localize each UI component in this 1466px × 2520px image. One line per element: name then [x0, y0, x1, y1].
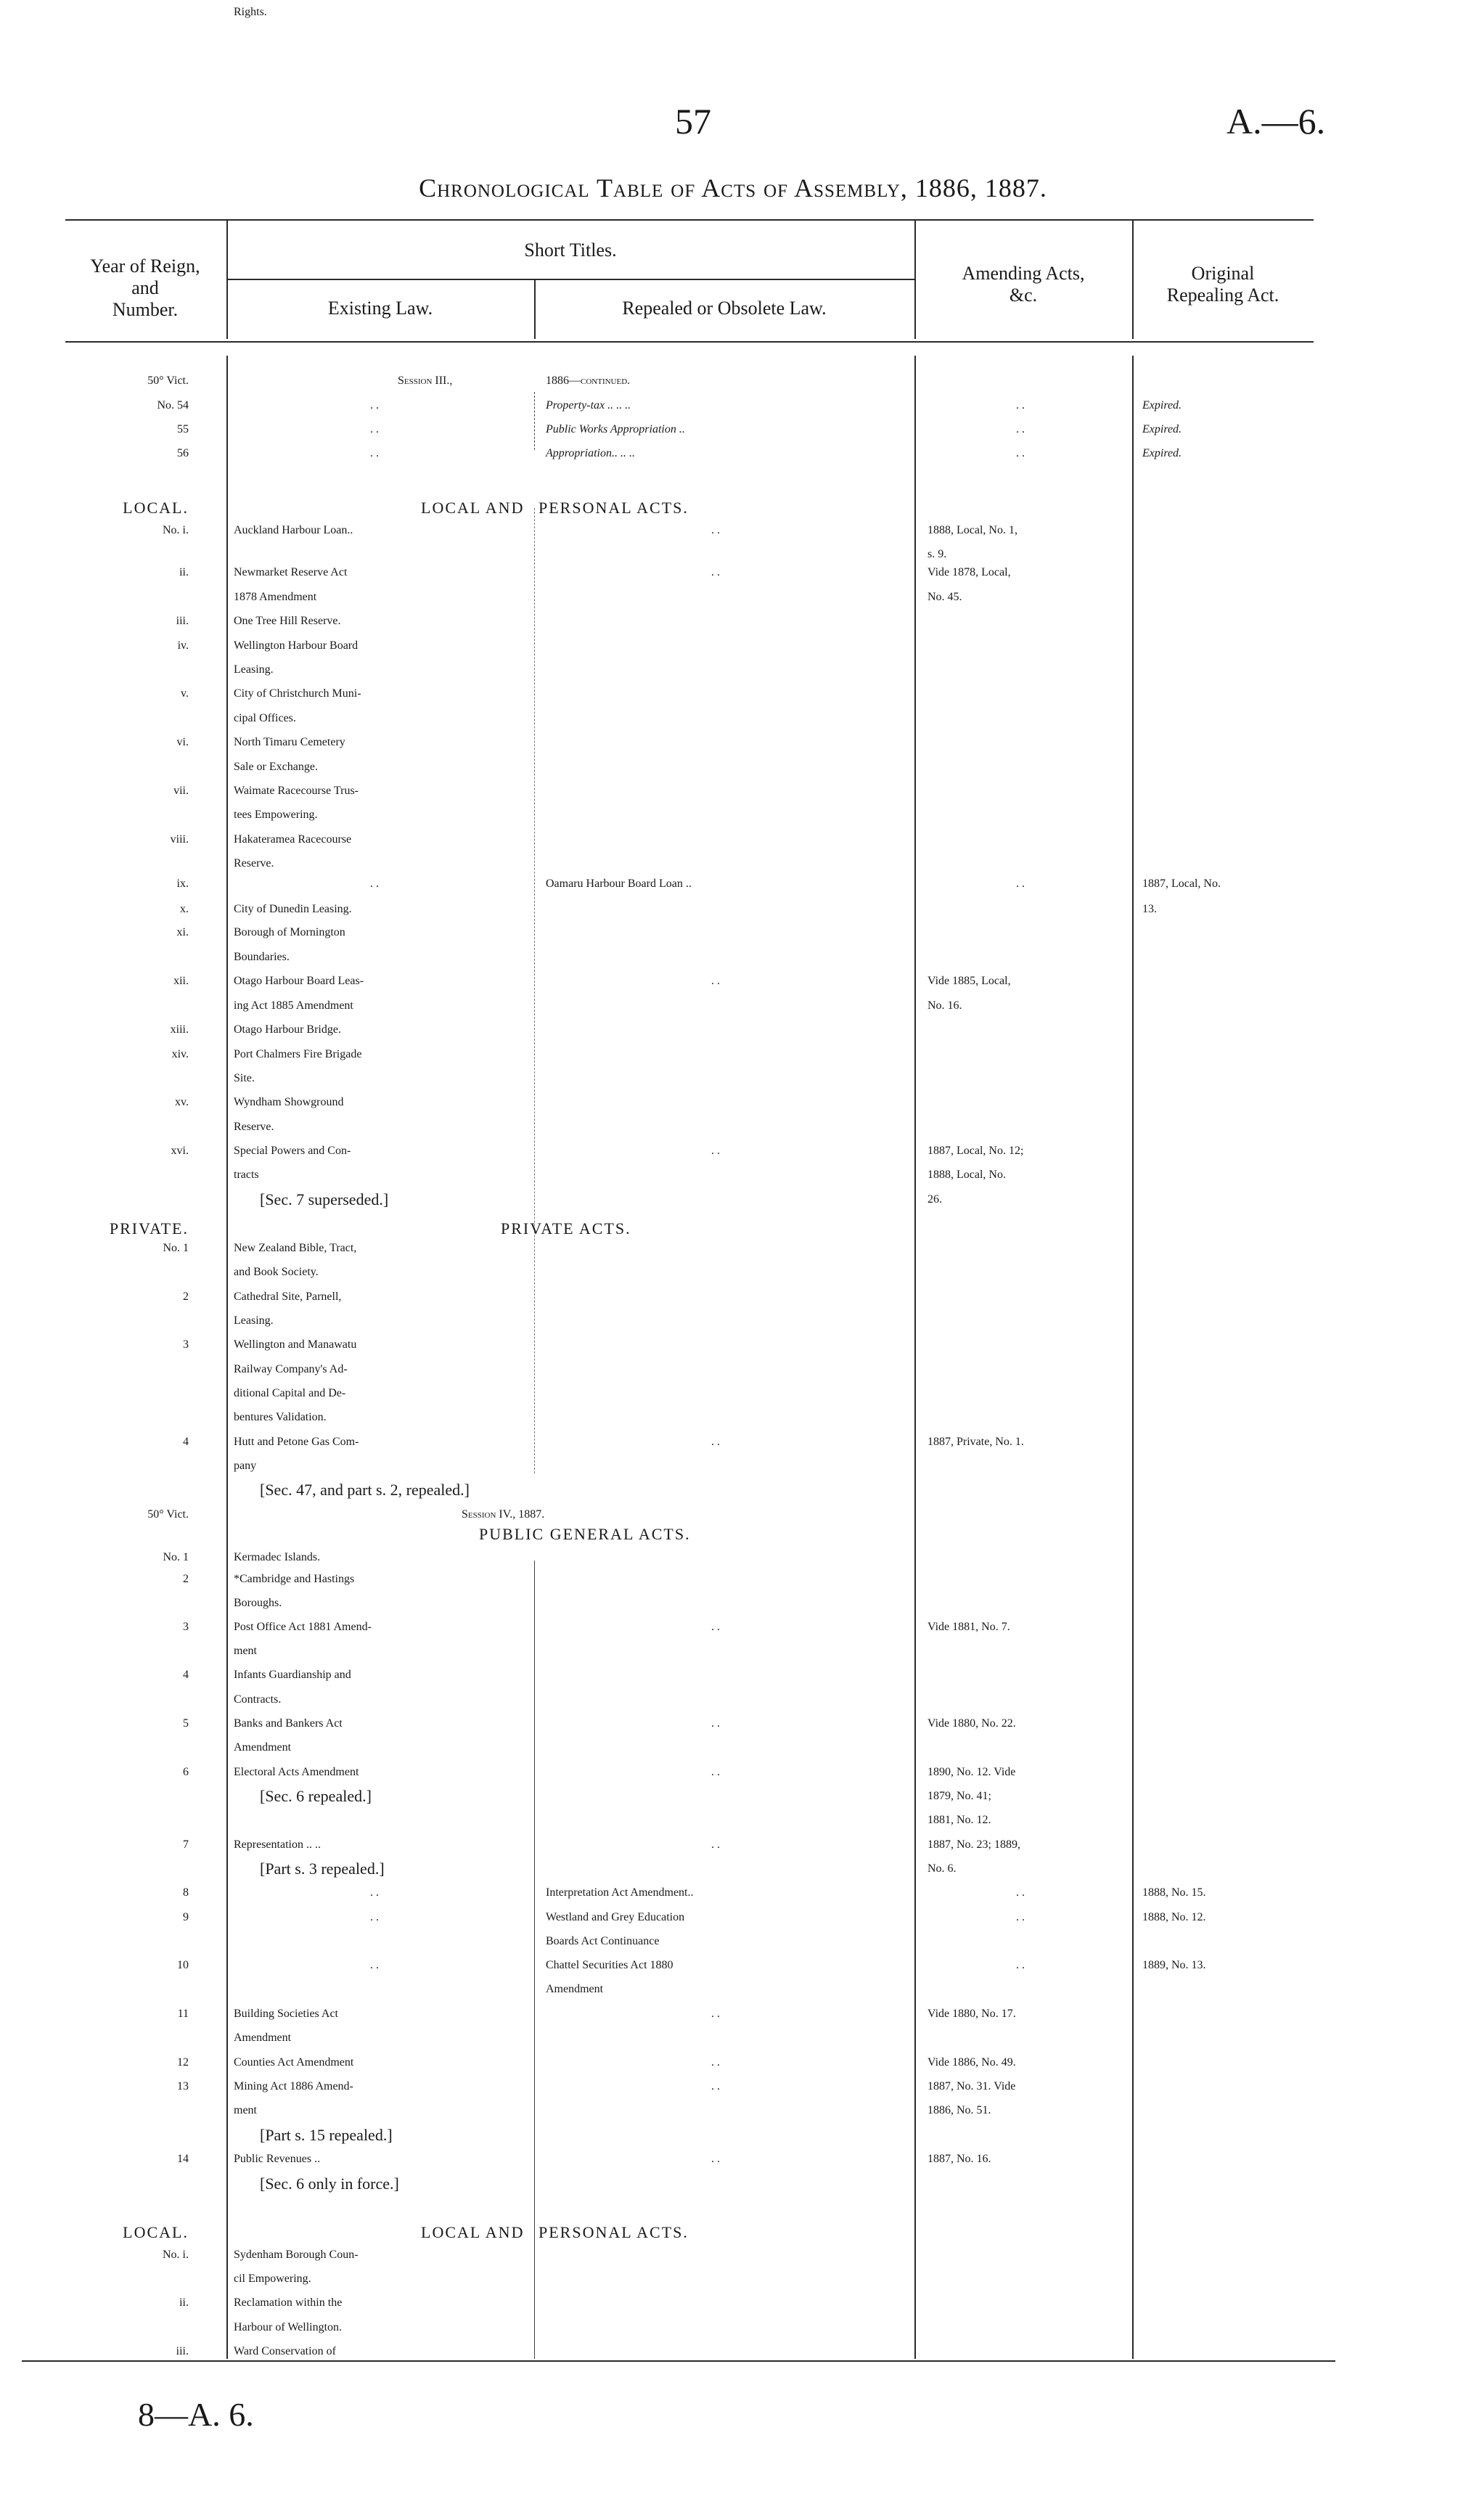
column-divider [226, 356, 228, 2359]
amending-acts-cell: 1887, No. 23; 1889, [927, 1838, 1020, 1851]
repealed-law-cell: .. [711, 1717, 723, 1730]
amending-acts-cell: No. 16. [927, 999, 962, 1012]
short-titles-rule [226, 279, 914, 280]
existing-law-cell: LOCAL AND [421, 2223, 525, 2241]
year-number-cell: 6 [183, 1766, 189, 1778]
col-header-amending: Amending Acts, &c. [962, 263, 1085, 306]
existing-law-cell: Otago Harbour Board Leas- [234, 975, 364, 987]
amending-acts-cell: s. 9. [927, 548, 947, 560]
existing-law-cell: Reserve. [234, 857, 274, 870]
year-number-cell: 50° Vict. [147, 1508, 189, 1521]
col-header-year: Year of Reign, and Number. [90, 255, 200, 320]
existing-law-cell: .. [370, 423, 382, 435]
year-number-cell: ii. [179, 566, 189, 578]
year-number-cell: 13 [177, 2080, 189, 2092]
year-number-cell: xv. [175, 1096, 189, 1108]
existing-law-cell: Hakateramea Racecourse [234, 833, 352, 846]
year-number-cell: vi. [176, 736, 189, 748]
amending-acts-cell: .. [1016, 447, 1028, 459]
year-number-cell: 50° Vict. [147, 375, 189, 387]
year-number-cell: 56 [177, 447, 189, 459]
existing-law-cell: Kermadec Islands. [234, 1551, 321, 1563]
year-number-cell: ii. [179, 2296, 189, 2309]
amending-acts-cell: 1886, No. 51. [927, 2104, 991, 2116]
year-number-cell: 5 [183, 1717, 189, 1730]
year-number-cell: 8 [183, 1886, 189, 1899]
existing-law-cell: Auckland Harbour Loan.. [234, 524, 353, 536]
existing-law-cell: City of Christchurch Muni- [234, 687, 361, 700]
existing-law-cell: cil Empowering. [234, 2272, 311, 2285]
col-header-original: Original Repealing Act. [1166, 263, 1279, 306]
repealed-law-cell: .. [711, 566, 723, 578]
year-number-cell: 7 [183, 1838, 189, 1851]
year-number-cell: 10 [177, 1959, 189, 1971]
existing-law-cell: [Sec. 6 only in force.] [260, 2175, 399, 2193]
existing-law-cell: Leasing. [234, 663, 274, 676]
existing-law-cell: Sydenham Borough Coun- [234, 2249, 359, 2261]
existing-law-cell: .. [370, 1959, 382, 1971]
amending-acts-cell: 1888, Local, No. [927, 1169, 1006, 1181]
existing-law-cell: Amendment [234, 2032, 292, 2044]
amending-acts-cell: .. [1016, 399, 1028, 412]
repealed-law-cell: Boards Act Continuance [546, 1935, 660, 1947]
col-header-short-titles: Short Titles. [524, 240, 617, 261]
repealed-law-cell: .. [711, 1145, 723, 1157]
existing-law-cell: Hutt and Petone Gas Com- [234, 1436, 359, 1448]
existing-law-cell: Sale or Exchange. [234, 761, 318, 773]
existing-law-cell: Rights. [234, 6, 267, 18]
repealed-law-cell: .. [711, 1436, 723, 1448]
amending-acts-cell: .. [1016, 1886, 1028, 1899]
existing-law-cell: 1878 Amendment [234, 591, 317, 603]
page-number: 57 [675, 101, 711, 142]
column-divider [914, 356, 916, 2359]
repealed-law-cell: PERSONAL ACTS. [539, 499, 689, 517]
year-number-cell: 55 [177, 423, 189, 435]
existing-law-cell: Ward Conservation of [234, 2345, 336, 2357]
year-number-cell: 11 [177, 2008, 189, 2020]
repealed-law-cell: .. [711, 1838, 723, 1851]
year-number-cell: 12 [177, 2056, 189, 2069]
year-number-cell: iii. [176, 615, 189, 627]
amending-acts-cell: No. 6. [927, 1862, 957, 1875]
existing-law-cell: .. [370, 447, 382, 459]
existing-law-cell: ment [234, 1645, 257, 1657]
existing-law-cell: Site. [234, 1072, 255, 1084]
header-bottom-rule [65, 341, 1314, 343]
amending-acts-cell: .. [1016, 423, 1028, 435]
existing-law-cell: Waimate Racecourse Trus- [234, 785, 359, 797]
amending-acts-cell: 1887, No. 16. [927, 2153, 991, 2165]
existing-law-cell: Wellington and Manawatu [234, 1338, 357, 1351]
amending-acts-cell: .. [1016, 1959, 1028, 1971]
existing-law-cell: tracts [234, 1169, 259, 1181]
year-number-cell: No. i. [163, 2249, 189, 2261]
year-number-cell: x. [180, 903, 189, 915]
year-number-cell: 4 [183, 1669, 189, 1681]
existing-law-cell: Post Office Act 1881 Amend- [234, 1621, 372, 1633]
page-footer: 8—A. 6. [138, 2396, 254, 2433]
year-number-cell: xvi. [171, 1145, 189, 1157]
existing-law-cell: Amendment [234, 1741, 292, 1754]
existing-law-cell: .. [370, 399, 382, 412]
existing-law-cell: Special Powers and Con- [234, 1145, 351, 1157]
repealed-law-cell: 1886—continued. [546, 375, 631, 387]
existing-law-cell: *Cambridge and Hastings [234, 1573, 355, 1585]
repealed-law-cell: .. [711, 524, 723, 536]
year-number-cell: 3 [183, 1338, 189, 1351]
existing-law-cell: Counties Act Amendment [234, 2056, 354, 2069]
existing-law-cell: pany [234, 1460, 257, 1472]
year-number-cell: vii. [173, 785, 189, 797]
existing-law-cell: [Sec. 47, and part s. 2, repealed.] [260, 1481, 470, 1499]
existing-law-cell: Building Societies Act [234, 2008, 338, 2020]
existing-law-cell: Reserve. [234, 1121, 274, 1133]
existing-law-cell: Session III., [398, 375, 453, 387]
existing-law-cell: ing Act 1885 Amendment [234, 999, 353, 1012]
existing-law-cell: Representation .. .. [234, 1838, 321, 1851]
repealed-law-cell: PERSONAL ACTS. [539, 2223, 689, 2241]
year-number-cell: xii. [173, 975, 189, 987]
original-repealing-cell: 1888, No. 15. [1142, 1886, 1206, 1899]
repealed-law-cell: Chattel Securities Act 1880 [546, 1959, 673, 1971]
amending-acts-cell: 1890, No. 12. Vide [927, 1766, 1016, 1778]
repealed-law-cell: Appropriation.. .. .. [546, 447, 635, 459]
existing-law-cell: Borough of Mornington [234, 926, 345, 938]
existing-law-cell: Banks and Bankers Act [234, 1717, 343, 1730]
repealed-law-cell: Amendment [546, 1983, 604, 1995]
existing-law-cell: bentures Validation. [234, 1411, 327, 1423]
amending-acts-cell: 1887, No. 31. Vide [927, 2080, 1016, 2092]
repealed-law-cell: .. [711, 2153, 723, 2165]
amending-acts-cell: 1881, No. 12. [927, 1814, 991, 1826]
repealed-law-cell: Oamaru Harbour Board Loan .. [546, 878, 692, 890]
existing-law-cell: New Zealand Bible, Tract, [234, 1242, 357, 1254]
amending-acts-cell: Vide 1880, No. 22. [927, 1717, 1016, 1730]
existing-law-cell: PUBLIC GENERAL ACTS. [479, 1525, 691, 1543]
column-divider [226, 219, 228, 339]
amending-acts-cell: Vide 1885, Local, [927, 975, 1011, 987]
original-repealing-cell: Expired. [1142, 447, 1182, 459]
existing-law-cell: [Sec. 6 repealed.] [260, 1787, 372, 1805]
amending-acts-cell: 1887, Private, No. 1. [927, 1436, 1024, 1448]
repealed-law-cell: .. [711, 975, 723, 987]
existing-law-cell: Cathedral Site, Parnell, [234, 1290, 342, 1303]
original-repealing-cell: 1887, Local, No. [1142, 878, 1221, 890]
existing-law-cell: [Part s. 3 repealed.] [260, 1860, 385, 1878]
year-number-cell: 4 [183, 1436, 189, 1448]
column-divider [1132, 356, 1134, 2359]
year-number-cell: 3 [183, 1621, 189, 1633]
existing-law-cell: Railway Company's Ad- [234, 1363, 348, 1375]
amending-acts-cell: .. [1016, 878, 1028, 890]
existing-law-cell: Mining Act 1886 Amend- [234, 2080, 353, 2092]
repealed-law-cell: Westland and Grey Education [546, 1911, 685, 1923]
year-number-cell: xiv. [171, 1048, 189, 1060]
existing-law-cell: Otago Harbour Bridge. [234, 1023, 341, 1036]
amending-acts-cell: Vide 1878, Local, [927, 566, 1011, 578]
year-number-cell: PRIVATE. [109, 1219, 189, 1238]
col-header-existing: Existing Law. [327, 298, 433, 319]
existing-law-cell: ment [234, 2104, 257, 2116]
existing-law-cell: Leasing. [234, 1314, 274, 1327]
amending-acts-cell: No. 45. [927, 591, 962, 603]
existing-law-cell: PRIVATE ACTS. [501, 1219, 631, 1238]
existing-law-cell: .. [370, 878, 382, 890]
existing-law-cell: and Book Society. [234, 1266, 319, 1278]
original-repealing-cell: 1889, No. 13. [1142, 1959, 1206, 1971]
amending-acts-cell: Vide 1880, No. 17. [927, 2008, 1016, 2020]
existing-law-cell: Wyndham Showground [234, 1096, 344, 1108]
year-number-cell: No. 54 [157, 399, 189, 412]
existing-law-cell: Newmarket Reserve Act [234, 566, 348, 578]
original-repealing-cell: 1888, No. 12. [1142, 1911, 1206, 1923]
existing-law-cell: Wellington Harbour Board [234, 639, 359, 652]
existing-law-cell: .. [370, 1911, 382, 1923]
amending-acts-cell: 1887, Local, No. 12; [927, 1145, 1024, 1157]
amending-acts-cell: Vide 1886, No. 49. [927, 2056, 1016, 2069]
original-repealing-cell: Expired. [1142, 399, 1182, 412]
year-number-cell: xiii. [170, 1023, 189, 1036]
column-divider [534, 1560, 535, 2359]
year-number-cell: No. 1 [163, 1242, 189, 1254]
table-bottom-rule [22, 2360, 1335, 2362]
document-reference: A.—6. [1227, 101, 1326, 142]
repealed-law-cell: .. [711, 2008, 723, 2020]
column-divider [534, 508, 535, 1473]
year-number-cell: 14 [177, 2153, 189, 2165]
existing-law-cell: LOCAL AND [421, 499, 525, 517]
existing-law-cell: [Part s. 15 repealed.] [260, 2126, 393, 2144]
existing-law-cell: One Tree Hill Reserve. [234, 615, 341, 627]
original-repealing-cell: 13. [1142, 903, 1157, 915]
existing-law-cell: Public Revenues .. [234, 2153, 321, 2165]
existing-law-cell: Infants Guardianship and [234, 1669, 351, 1681]
year-number-cell: v. [181, 687, 189, 700]
existing-law-cell: Boundaries. [234, 951, 290, 963]
amending-acts-cell: Vide 1881, No. 7. [927, 1621, 1010, 1633]
repealed-law-cell: .. [711, 2056, 723, 2069]
existing-law-cell: Port Chalmers Fire Brigade [234, 1048, 362, 1060]
existing-law-cell: Contracts. [234, 1693, 282, 1706]
year-number-cell: No. 1 [163, 1551, 189, 1563]
existing-law-cell: City of Dunedin Leasing. [234, 903, 352, 915]
existing-law-cell: tees Empowering. [234, 809, 318, 821]
existing-law-cell: Electoral Acts Amendment [234, 1766, 359, 1778]
amending-acts-cell: .. [1016, 1911, 1028, 1923]
existing-law-cell: Harbour of Wellington. [234, 2321, 343, 2333]
year-number-cell: iv. [177, 639, 189, 652]
existing-law-cell: cipal Offices. [234, 712, 296, 724]
year-number-cell: ix. [176, 878, 189, 890]
year-number-cell: xi. [176, 926, 189, 938]
existing-law-cell: North Timaru Cemetery [234, 736, 345, 748]
amending-acts-cell: 26. [927, 1193, 942, 1206]
year-number-cell: iii. [176, 2345, 189, 2357]
amending-acts-cell: 1888, Local, No. 1, [927, 524, 1017, 536]
repealed-law-cell: .. [711, 1621, 723, 1633]
year-number-cell: LOCAL. [123, 499, 189, 517]
col-header-repealed: Repealed or Obsolete Law. [622, 298, 827, 319]
year-number-cell: No. i. [163, 524, 189, 536]
amending-acts-cell: 1879, No. 41; [927, 1790, 991, 1802]
year-number-cell: 9 [183, 1911, 189, 1923]
repealed-law-cell: .. [711, 1766, 723, 1778]
existing-law-cell: [Sec. 7 superseded.] [260, 1190, 389, 1208]
existing-law-cell: Boroughs. [234, 1597, 282, 1609]
original-repealing-cell: Expired. [1142, 423, 1182, 435]
page-title: Chronological Table of Acts of Assembly, 1886, 1887. [419, 173, 1047, 202]
year-number-cell: 2 [183, 1573, 189, 1585]
repealed-law-cell: .. [711, 2080, 723, 2092]
table-top-rule [65, 219, 1314, 221]
repealed-law-cell: Public Works Appropriation .. [546, 423, 685, 435]
column-divider [534, 392, 535, 450]
year-number-cell: viii. [170, 833, 189, 846]
existing-law-cell: Session IV., 1887. [462, 1508, 545, 1521]
existing-law-cell: ditional Capital and De- [234, 1387, 346, 1399]
existing-law-cell: Reclamation within the [234, 2296, 343, 2309]
repealed-law-cell: Property-tax .. .. .. [546, 399, 631, 412]
existing-law-cell: .. [370, 1886, 382, 1899]
year-number-cell: LOCAL. [123, 2223, 189, 2241]
repealed-law-cell: Interpretation Act Amendment.. [546, 1886, 694, 1899]
year-number-cell: 2 [183, 1290, 189, 1303]
